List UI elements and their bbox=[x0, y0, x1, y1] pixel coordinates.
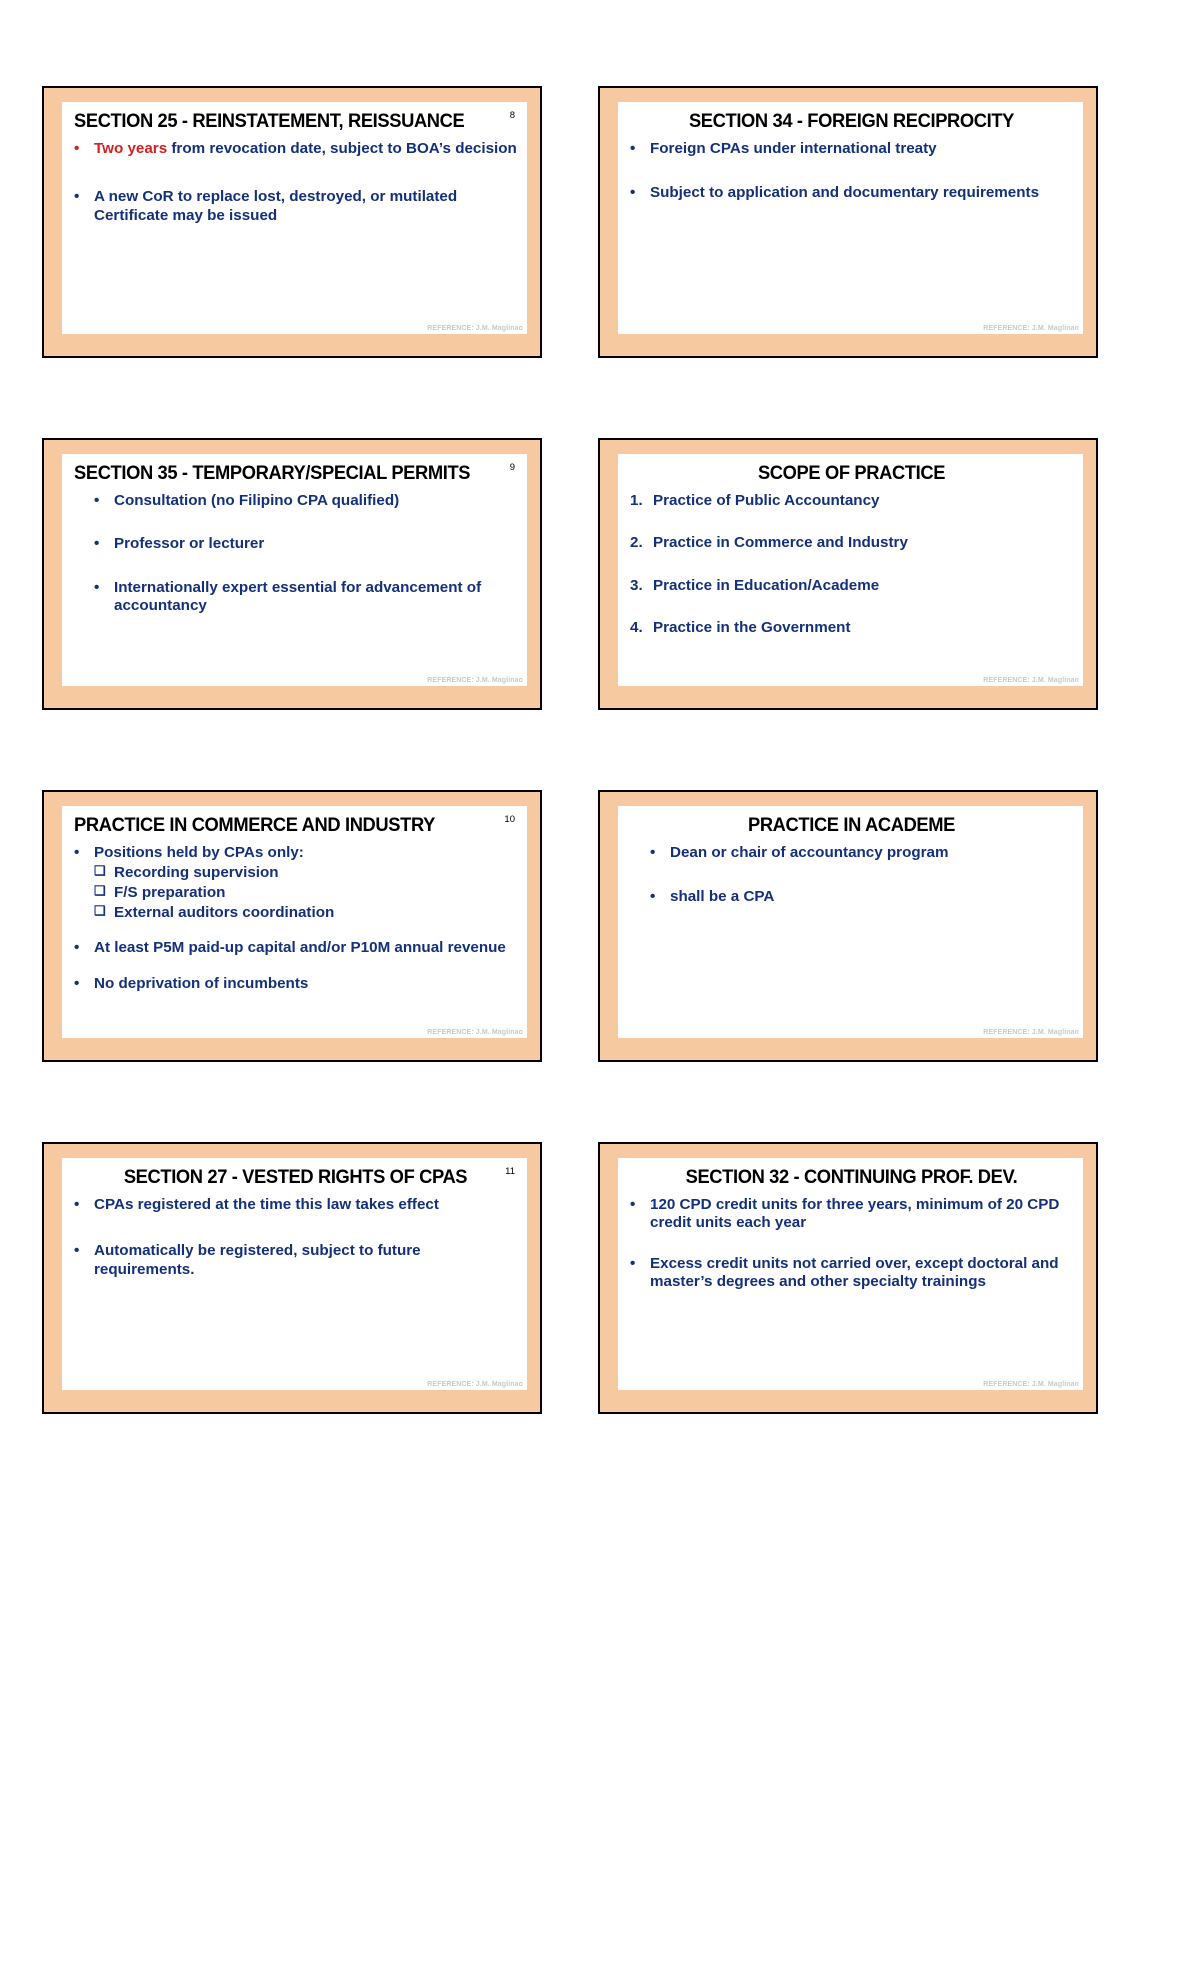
bullet-marker-icon: • bbox=[74, 974, 80, 992]
title-wrap bbox=[630, 815, 1073, 837]
bullet-item bbox=[74, 188, 517, 225]
bullet-marker-icon: • bbox=[94, 535, 100, 553]
checkbox-square-icon: ❑ bbox=[94, 903, 106, 919]
bullet-marker-icon: • bbox=[630, 1254, 636, 1272]
bullet-rest: from revocation date, subject to BOA’s decision bbox=[167, 139, 517, 157]
bullet-text: Positions held by CPAs only: bbox=[94, 843, 304, 861]
bullet-text: shall be a CPA bbox=[670, 888, 775, 906]
bullet-text: CPAs registered at the time this law takes effect bbox=[94, 1195, 439, 1213]
title-wrap bbox=[74, 1167, 517, 1189]
bullet-item bbox=[630, 534, 1073, 553]
slide-title: SECTION 34 - FOREIGN RECIPROCITY bbox=[688, 110, 1015, 132]
title-wrap bbox=[74, 111, 517, 133]
sub-item-text: External auditors coordination bbox=[114, 904, 335, 922]
slide-row bbox=[42, 1142, 1158, 1414]
bullet-text: Consultation (no Filipino CPA qualified) bbox=[114, 491, 400, 509]
bullet-marker-icon: 2. bbox=[630, 534, 643, 552]
bullet-item bbox=[630, 140, 1073, 159]
slide-title: SECTION 35 - TEMPORARY/SPECIAL PERMITS bbox=[74, 462, 471, 484]
slide-scope-of-practice[interactable] bbox=[598, 438, 1098, 710]
bullet-item bbox=[630, 1196, 1073, 1233]
slide-canvas bbox=[62, 1158, 527, 1390]
slide-section-25[interactable] bbox=[42, 86, 542, 358]
bullet-text: Subject to application and documentary requirements bbox=[650, 184, 1040, 202]
sub-item-text: Recording supervision bbox=[114, 864, 279, 882]
title-wrap bbox=[630, 1167, 1073, 1189]
bullet-marker-icon: • bbox=[74, 1242, 80, 1260]
bullet-text: Foreign CPAs under international treaty bbox=[650, 139, 937, 157]
bullet-item bbox=[650, 844, 1073, 863]
slide-number: 10 bbox=[504, 814, 515, 825]
sub-list-wrap bbox=[74, 863, 517, 922]
bullet-marker-icon: • bbox=[630, 139, 636, 157]
bullet-marker-icon: • bbox=[74, 843, 80, 861]
bullet-text: Internationally expert essential for advancement of accountancy bbox=[114, 578, 482, 615]
bullet-text: Excess credit units not carried over, except doctoral and master’s degrees and other specialty trainings bbox=[650, 1254, 1059, 1291]
bullet-item bbox=[94, 579, 517, 616]
bullet-marker-icon: • bbox=[650, 843, 656, 861]
bullet-list bbox=[630, 492, 1073, 638]
slide-title: PRACTICE IN COMMERCE AND INDUSTRY bbox=[74, 814, 435, 836]
reference-note: REFERENCE: J.M. Maglinao bbox=[427, 1029, 523, 1036]
reference-note: REFERENCE: J.M. Maglinao bbox=[983, 1381, 1079, 1388]
bullet-text: At least P5M paid-up capital and/or P10M annual revenue bbox=[94, 939, 506, 957]
bullet-text: A new CoR to replace lost, destroyed, or mutilated Certificate may be issued bbox=[94, 188, 458, 224]
slide-row bbox=[42, 86, 1158, 358]
slide-section-27[interactable] bbox=[42, 1142, 542, 1414]
bullet-text: No deprivation of incumbents bbox=[94, 974, 309, 992]
slide-practice-commerce-industry[interactable] bbox=[42, 790, 542, 1062]
bullet-text: Dean or chair of accountancy program bbox=[670, 843, 949, 861]
reference-note: REFERENCE: J.M. Maglinao bbox=[983, 1029, 1079, 1036]
bullet-list bbox=[74, 140, 517, 226]
reference-note: REFERENCE: J.M. Maglinao bbox=[983, 325, 1079, 332]
bullet-text: Practice of Public Accountancy bbox=[653, 491, 880, 509]
bullet-marker-icon: • bbox=[74, 939, 80, 957]
bullet-list bbox=[630, 844, 1073, 907]
bullet-item bbox=[630, 619, 1073, 638]
slide-section-34[interactable] bbox=[598, 86, 1098, 358]
bullet-item bbox=[94, 492, 517, 511]
slide-number: 8 bbox=[509, 110, 515, 121]
bullet-list bbox=[74, 1196, 517, 1280]
bullet-marker-icon: • bbox=[94, 578, 100, 596]
slide-title: SCOPE OF PRACTICE bbox=[757, 462, 946, 484]
slide-section-32[interactable] bbox=[598, 1142, 1098, 1414]
bullet-item bbox=[74, 1196, 517, 1215]
reference-note: REFERENCE: J.M. Maglinao bbox=[427, 325, 523, 332]
slide-title: SECTION 32 - CONTINUING PROF. DEV. bbox=[685, 1166, 1018, 1188]
slide-canvas bbox=[62, 454, 527, 686]
bullet-marker-icon: • bbox=[630, 1195, 636, 1213]
slide-section-35[interactable] bbox=[42, 438, 542, 710]
slide-title: PRACTICE IN ACADEME bbox=[747, 814, 956, 836]
bullet-item bbox=[630, 492, 1073, 511]
checkbox-square-icon: ❑ bbox=[94, 863, 106, 879]
slide-title: SECTION 25 - REINSTATEMENT, REISSUANCE bbox=[74, 110, 465, 132]
bullet-item bbox=[74, 1242, 517, 1279]
slide-canvas bbox=[618, 1158, 1083, 1390]
slide-canvas bbox=[618, 102, 1083, 334]
highlight-text: Two years bbox=[94, 139, 168, 157]
bullet-list bbox=[74, 492, 517, 616]
bullet-text: Practice in Education/Academe bbox=[653, 576, 880, 594]
bullet-text: Practice in Commerce and Industry bbox=[653, 534, 908, 552]
sub-item bbox=[94, 903, 517, 922]
slide-practice-academe[interactable] bbox=[598, 790, 1098, 1062]
sub-item bbox=[94, 883, 517, 902]
bullet-text: Professor or lecturer bbox=[114, 535, 265, 553]
bullet-text: 120 CPD credit units for three years, minimum of 20 CPD credit units each year bbox=[650, 1195, 1060, 1232]
title-wrap bbox=[74, 463, 517, 485]
bullet-marker-icon: • bbox=[650, 888, 656, 906]
bullet-marker-icon: • bbox=[94, 491, 100, 509]
sub-item bbox=[94, 863, 517, 882]
bullet-item bbox=[630, 577, 1073, 596]
slide-row bbox=[42, 438, 1158, 710]
bullet-marker-icon: • bbox=[630, 184, 636, 202]
bullet-text bbox=[94, 140, 517, 159]
slide-row bbox=[42, 790, 1158, 1062]
slide-canvas bbox=[618, 806, 1083, 1038]
slide-grid bbox=[42, 86, 1158, 1494]
bullet-marker-icon: • bbox=[74, 139, 80, 157]
bullet-text: Practice in the Government bbox=[653, 619, 851, 637]
reference-note: REFERENCE: J.M. Maglinao bbox=[983, 677, 1079, 684]
bullet-list bbox=[630, 1196, 1073, 1292]
checkbox-square-icon: ❑ bbox=[94, 883, 106, 899]
bullet-item bbox=[74, 140, 517, 159]
bullet-marker-icon: • bbox=[74, 188, 80, 206]
title-wrap bbox=[74, 815, 517, 837]
bullet-marker-icon: 3. bbox=[630, 576, 643, 594]
slide-title: SECTION 27 - VESTED RIGHTS OF CPAS bbox=[123, 1166, 468, 1188]
slide-canvas bbox=[618, 454, 1083, 686]
bullet-item bbox=[74, 939, 517, 958]
slide-canvas bbox=[62, 806, 527, 1038]
bullet-item bbox=[630, 1255, 1073, 1292]
reference-note: REFERENCE: J.M. Maglinao bbox=[427, 1381, 523, 1388]
bullet-item bbox=[74, 844, 517, 863]
bullet-marker-icon: 4. bbox=[630, 619, 643, 637]
bullet-list bbox=[74, 844, 517, 994]
bullet-marker-icon: • bbox=[74, 1195, 80, 1213]
reference-note: REFERENCE: J.M. Maglinao bbox=[427, 677, 523, 684]
slide-canvas bbox=[62, 102, 527, 334]
title-wrap bbox=[630, 111, 1073, 133]
bullet-item bbox=[650, 888, 1073, 907]
sub-list bbox=[74, 863, 517, 922]
bullet-item bbox=[74, 975, 517, 994]
bullet-item bbox=[630, 184, 1073, 203]
slide-number: 11 bbox=[505, 1166, 515, 1177]
bullet-item bbox=[94, 535, 517, 554]
slide-number: 9 bbox=[509, 462, 515, 473]
bullet-marker-icon: 1. bbox=[630, 491, 643, 509]
title-wrap bbox=[630, 463, 1073, 485]
bullet-list bbox=[630, 140, 1073, 203]
sub-item-text: F/S preparation bbox=[114, 884, 226, 902]
bullet-text: Automatically be registered, subject to future requirements. bbox=[94, 1242, 421, 1278]
